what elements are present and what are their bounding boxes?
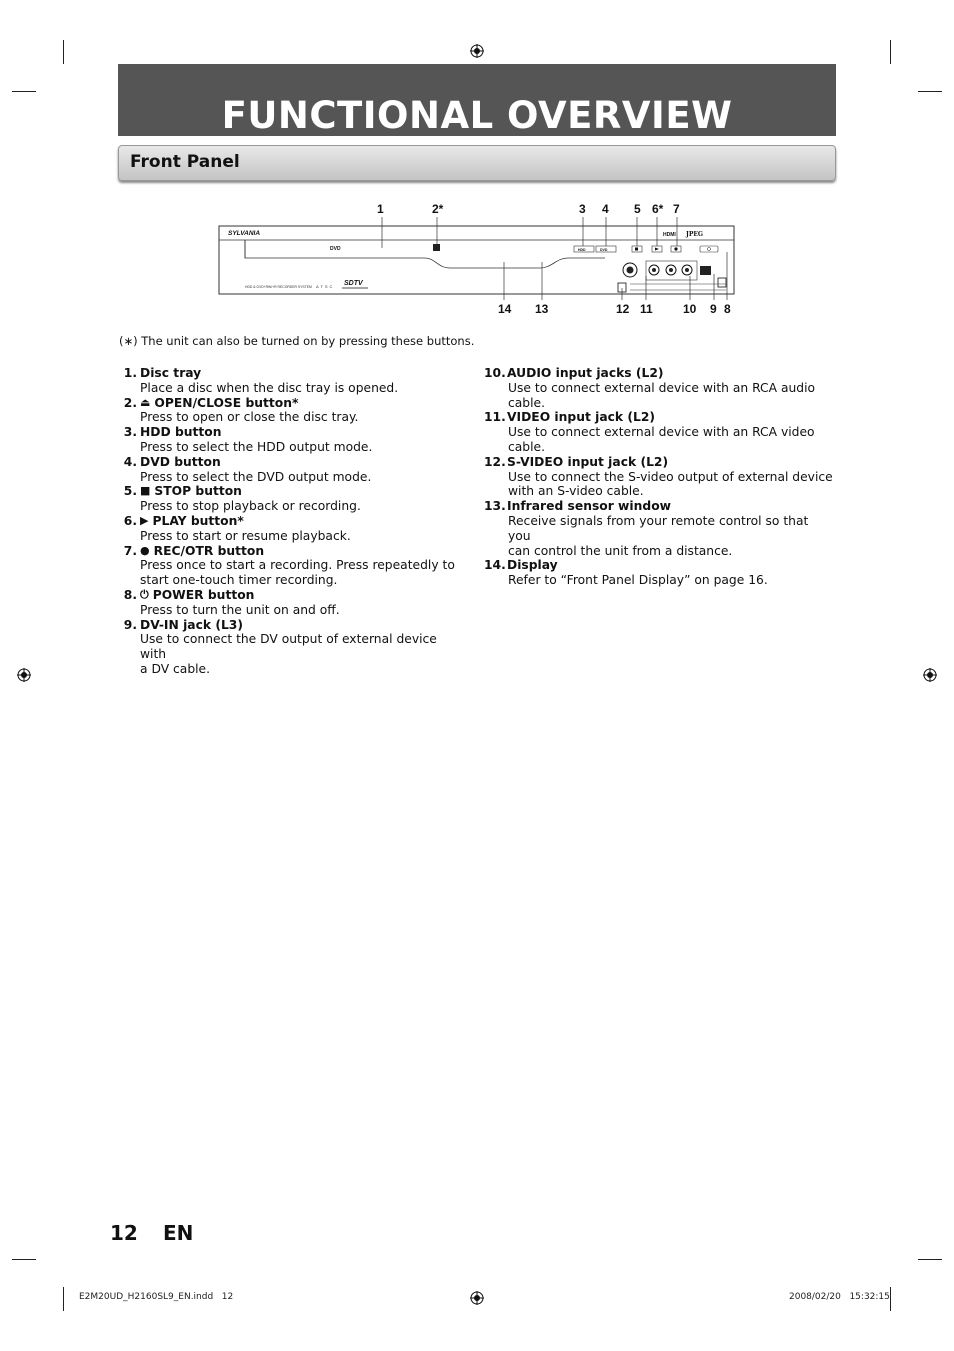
callout-1: 1 [377,202,384,216]
list-item [484,558,834,588]
item-description: Refer to “Front Panel Display” on page 16. [508,573,768,588]
item-title: S-VIDEO input jack (L2) [507,454,669,469]
item-heading [120,425,465,440]
section-header [118,145,836,181]
file-name: E2M20UD_H2160SL9_EN.indd 12 [79,1292,234,1302]
item-description: Use to connect external device with an RCA video [508,425,815,440]
callout-5: 5 [634,202,641,216]
timestamp: 2008/02/20 15:32:15 [789,1292,890,1302]
list-item [120,618,465,677]
item-symbol-icon: ■ [140,484,151,498]
item-description: Press to start or resume playback. [140,528,351,543]
item-description: Receive signals from your remote control so that you [508,513,809,543]
list-item [120,396,465,426]
item-description: Press to select the HDD output mode. [140,439,373,454]
crop-mark [918,91,942,92]
item-heading [120,588,465,603]
item-title: AUDIO input jacks (L2) [507,366,664,380]
item-number: 7. [123,543,137,558]
description-list-left [120,366,465,677]
callout-13: 13 [535,302,549,316]
item-number: 4. [123,454,137,469]
list-item [484,366,834,410]
list-item [484,455,834,499]
item-symbol-icon: ● [140,543,150,557]
list-item [120,366,465,396]
item-title: REC/OTR button [153,543,265,558]
item-number: 13. [484,499,506,514]
callout-4: 4 [602,202,609,216]
brand-logo: SYLVANIA [228,230,261,237]
item-number: 10. [484,366,506,380]
registration-mark-icon [470,44,484,58]
item-heading [120,366,465,381]
item-number: 14. [484,558,506,573]
item-description: Press to open or close the disc tray. [140,410,359,425]
item-title: DV-IN jack (L3) [140,617,243,632]
item-symbol-icon: ⏏ [140,395,151,409]
item-description: Press to turn the unit on and off. [140,602,340,617]
item-heading [120,396,465,411]
item-description: start one-touch timer recording. [140,573,338,588]
item-number: 6. [123,513,137,528]
item-heading [484,410,834,425]
item-heading [120,455,465,470]
item-title: POWER button [152,587,255,602]
crop-mark [890,40,891,64]
item-title: PLAY button* [152,513,244,528]
callout-11: 11 [640,302,653,316]
crop-mark [890,1287,891,1311]
section-title: Front Panel [130,152,240,172]
dv-in-jack [700,266,711,275]
callout-7: 7 [673,202,680,216]
item-heading [120,544,465,559]
item-number: 8. [123,587,137,602]
list-item [120,455,465,485]
item-heading [484,455,834,470]
item-title: Disc tray [140,366,202,380]
callout-14: 14 [498,302,512,316]
item-number: 3. [123,425,137,440]
item-description: Press to select the DVD output mode. [140,469,372,484]
list-item [120,425,465,455]
svg-text:HDD: HDD [578,248,586,252]
crop-mark [918,1259,942,1260]
item-number: 2. [123,395,137,410]
list-item [120,514,465,544]
item-title: VIDEO input jack (L2) [507,410,656,425]
hdmi-logo: HDMI [663,232,676,238]
item-description: Use to connect external device with an RCA audio [508,380,816,395]
item-heading [484,366,834,381]
item-description: cable. [508,395,545,410]
registration-mark-icon [17,668,31,682]
sdtv-logo: SDTV [344,280,363,287]
language-code: EN [163,1221,194,1245]
registration-mark-icon [470,1291,484,1305]
model-text: HDD & DVD+RW/+R RECORDER SYSTEM [245,285,312,289]
callout-2: 2* [432,202,444,216]
list-item [120,588,465,618]
svg-text:DVD: DVD [600,248,608,252]
callout-3: 3 [579,202,586,216]
item-description: Press to stop playback or recording. [140,499,361,514]
item-number: 11. [484,410,506,425]
atsc-logo: ATSC [316,284,335,289]
title-banner [118,64,836,136]
description-list-right [484,366,834,588]
registration-mark-icon [923,668,937,682]
dvd-logo: DVD [330,246,341,252]
item-heading [484,558,834,573]
item-number: 9. [123,617,137,632]
item-title: DVD button [140,454,221,469]
callout-6: 6* [652,202,664,216]
item-symbol-icon: ⏻ [140,587,149,601]
item-number: 12. [484,454,506,469]
page-number: 12 [110,1221,138,1245]
callout-12: 12 [616,302,630,316]
item-heading [120,484,465,499]
list-item [120,484,465,514]
page-title: FUNCTIONAL OVERVIEW [221,94,733,137]
item-heading [120,618,465,633]
crop-mark [63,40,64,64]
item-description: can control the unit from a distance. [508,543,733,558]
item-number: 1. [123,366,137,380]
front-panel-diagram [200,196,760,324]
item-description: with an S-video cable. [508,484,644,499]
item-heading [120,514,465,529]
item-number: 5. [123,484,137,499]
item-title: OPEN/CLOSE button* [154,395,299,410]
item-title: STOP button [154,484,242,499]
item-description: a DV cable. [140,661,211,676]
callout-8: 8 [724,302,731,316]
item-heading [484,499,834,514]
power-button [700,246,718,252]
item-description: Press once to start a recording. Press repeatedly to [140,558,455,573]
callout-9: 9 [710,302,717,316]
item-description: Use to connect the DV output of external device with [140,632,437,662]
jpeg-logo: JPEG [686,231,704,238]
item-title: HDD button [140,425,222,440]
list-item [120,544,465,588]
crop-mark [63,1287,64,1311]
list-item [484,499,834,558]
open-close-button [433,244,440,251]
item-title: Infrared sensor window [507,499,671,514]
crop-mark [12,1259,36,1260]
list-item [484,410,834,454]
item-symbol-icon: ▶ [140,513,149,527]
footnote: (∗) The unit can also be turned on by pressing these buttons. [119,334,475,348]
item-description: Use to connect the S-video output of external device [508,469,833,484]
item-description: Place a disc when the disc tray is opened. [140,380,399,395]
callout-10: 10 [683,302,697,316]
item-description: cable. [508,439,545,454]
item-title: Display [507,558,558,573]
crop-mark [12,91,36,92]
